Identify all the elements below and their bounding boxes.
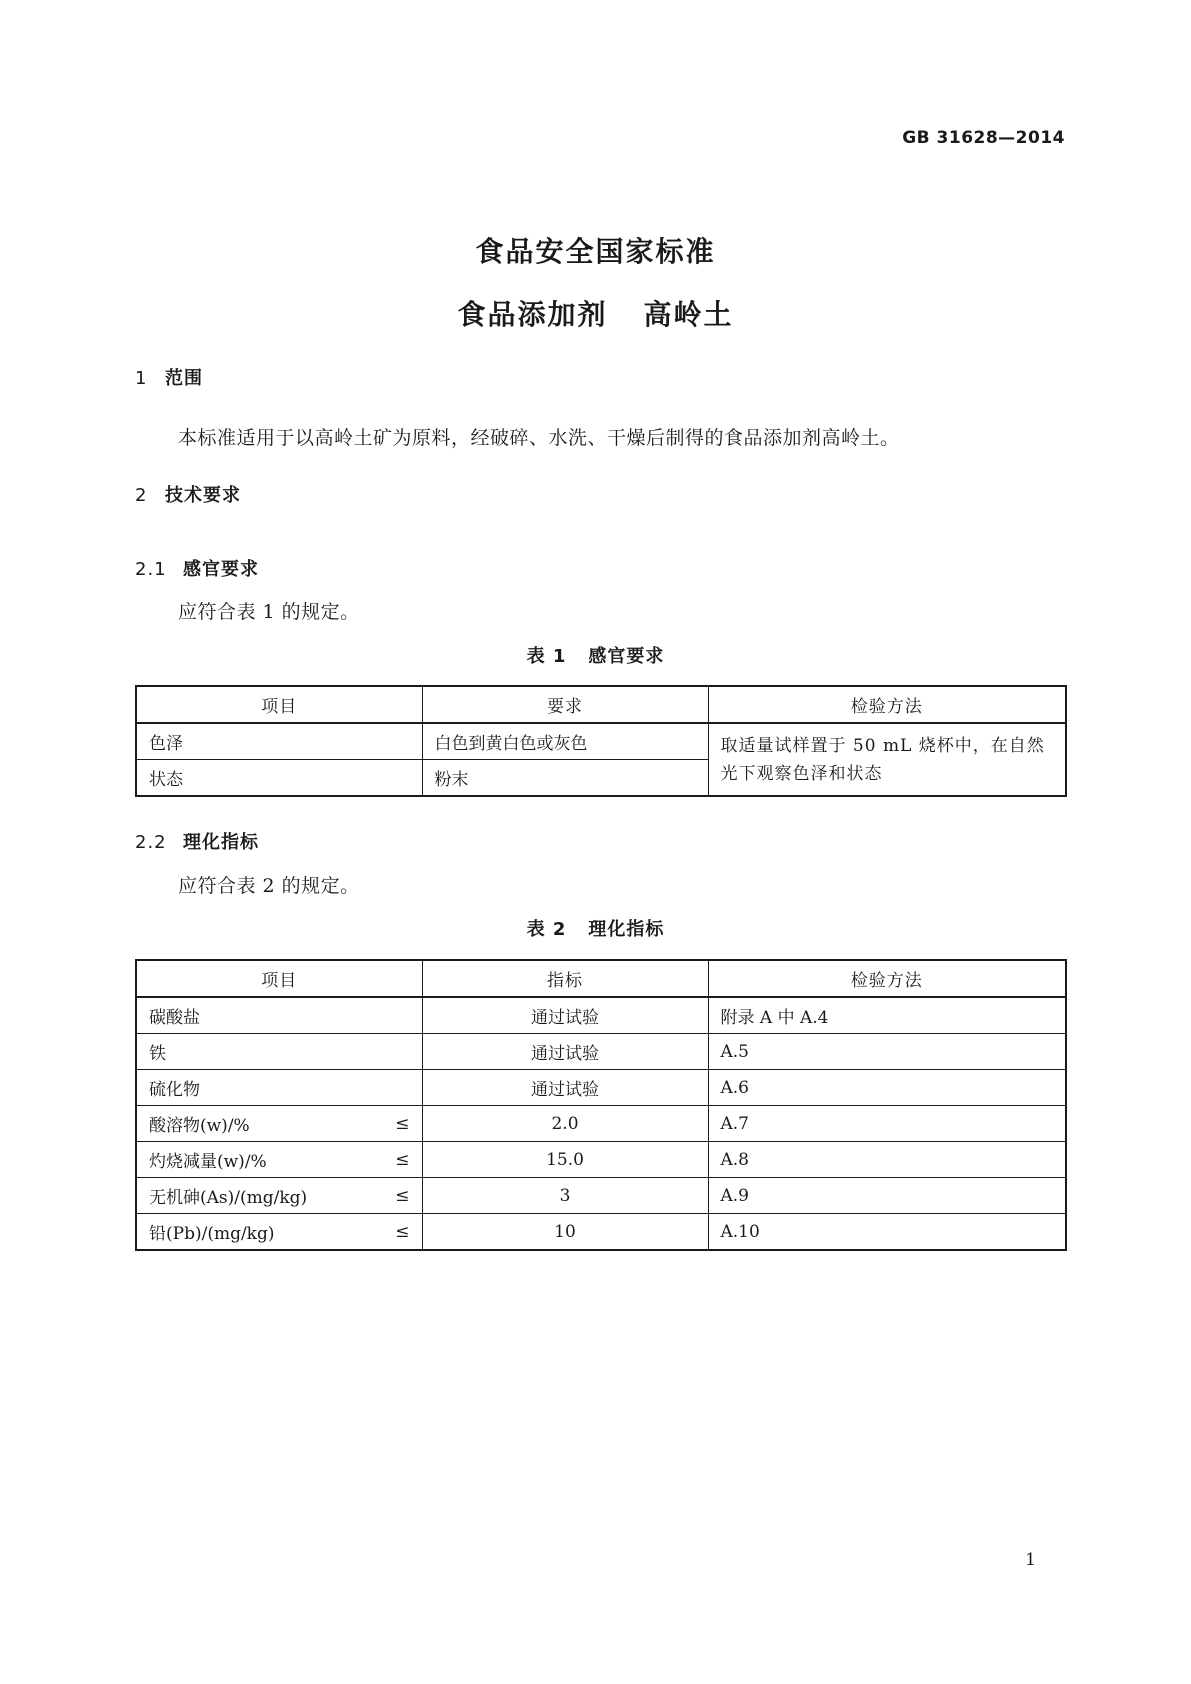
cell-value: 10 — [422, 1214, 708, 1251]
limit-symbol: ≤ — [395, 1221, 410, 1242]
cell-value: 15.0 — [422, 1142, 708, 1178]
section-title: 感官要求 — [183, 559, 259, 580]
item-text: 硫化物 — [149, 1080, 200, 1100]
table-header-row — [136, 960, 1066, 997]
cell-value: 通过试验 — [422, 997, 708, 1034]
section-number: 2.2 — [135, 832, 167, 853]
cell-method: A.6 — [708, 1070, 1066, 1106]
table-row — [136, 997, 1066, 1034]
item-text: 铅(Pb)/(mg/kg) — [149, 1224, 275, 1244]
table-row — [136, 1106, 1066, 1142]
item-text: 碳酸盐 — [149, 1008, 200, 1028]
item-text: 酸溶物(w)/% — [149, 1116, 250, 1136]
table-2-caption — [0, 915, 1191, 941]
cell-requirement: 粉末 — [422, 760, 708, 797]
header-method: 检验方法 — [708, 686, 1066, 723]
header-requirement: 要求 — [422, 686, 708, 723]
cell-item — [136, 1178, 422, 1214]
cell-value: 3 — [422, 1178, 708, 1214]
section-1-heading — [135, 364, 203, 390]
cell-value: 通过试验 — [422, 1070, 708, 1106]
cell-method: A.8 — [708, 1142, 1066, 1178]
subtitle-part-1: 食品添加剂 — [457, 298, 608, 331]
cell-method: 取适量试样置于 50 mL 烧杯中，在自然光下观察色泽和状态 — [708, 723, 1066, 796]
section-2-2-heading — [135, 828, 259, 854]
section-number: 2 — [135, 485, 148, 506]
item-text: 灼烧减量(w)/% — [149, 1152, 267, 1172]
table-row — [136, 1178, 1066, 1214]
page-number: 1 — [1025, 1550, 1036, 1570]
header-method: 检验方法 — [708, 960, 1066, 997]
cell-value: 2.0 — [422, 1106, 708, 1142]
cell-item: 色泽 — [136, 723, 422, 760]
section-title: 理化指标 — [183, 832, 259, 853]
caption-title: 感官要求 — [588, 646, 665, 667]
table-row — [136, 1070, 1066, 1106]
header-item: 项目 — [136, 960, 422, 997]
limit-symbol: ≤ — [395, 1149, 410, 1170]
section-2-1-heading — [135, 555, 259, 581]
document-title: 食品安全国家标准 — [475, 235, 716, 268]
subtitle-part-2: 高岭土 — [643, 298, 734, 331]
cell-item — [136, 1070, 422, 1106]
cell-item — [136, 997, 422, 1034]
caption-title: 理化指标 — [588, 919, 665, 940]
section-1-body: 本标准适用于以高岭土矿为原料，经破碎、水洗、干燥后制得的食品添加剂高岭土。 — [178, 427, 900, 449]
cell-method: 附录 A 中 A.4 — [708, 997, 1066, 1034]
section-2-heading — [135, 481, 241, 507]
section-title: 范围 — [165, 368, 203, 389]
limit-symbol: ≤ — [395, 1113, 410, 1134]
table-row — [136, 723, 1066, 760]
cell-method: A.10 — [708, 1214, 1066, 1251]
table-row — [136, 1142, 1066, 1178]
standard-number: GB 31628—2014 — [902, 128, 1065, 148]
section-2-2-body: 应符合表 2 的规定。 — [178, 875, 360, 897]
cell-value: 通过试验 — [422, 1034, 708, 1070]
item-text: 铁 — [149, 1044, 166, 1064]
table-row — [136, 1034, 1066, 1070]
section-number: 1 — [135, 368, 148, 389]
cell-item — [136, 1106, 422, 1142]
section-2-1-body: 应符合表 1 的规定。 — [178, 601, 360, 623]
cell-item — [136, 1142, 422, 1178]
cell-method: A.9 — [708, 1178, 1066, 1214]
item-text: 无机砷(As)/(mg/kg) — [149, 1188, 308, 1208]
cell-item — [136, 1034, 422, 1070]
caption-label: 表 1 — [526, 646, 567, 667]
cell-method: A.7 — [708, 1106, 1066, 1142]
cell-method: A.5 — [708, 1034, 1066, 1070]
document-subtitle — [0, 293, 1191, 333]
header-value: 指标 — [422, 960, 708, 997]
caption-label: 表 2 — [526, 919, 567, 940]
cell-requirement: 白色到黄白色或灰色 — [422, 723, 708, 760]
table-2 — [135, 959, 1067, 1251]
table-1 — [135, 685, 1067, 797]
table-header-row — [136, 686, 1066, 723]
table-row — [136, 1214, 1066, 1251]
header-item: 项目 — [136, 686, 422, 723]
section-title: 技术要求 — [165, 485, 241, 506]
cell-item: 状态 — [136, 760, 422, 797]
limit-symbol: ≤ — [395, 1185, 410, 1206]
cell-item — [136, 1214, 422, 1251]
section-number: 2.1 — [135, 559, 167, 580]
table-1-caption — [0, 642, 1191, 668]
